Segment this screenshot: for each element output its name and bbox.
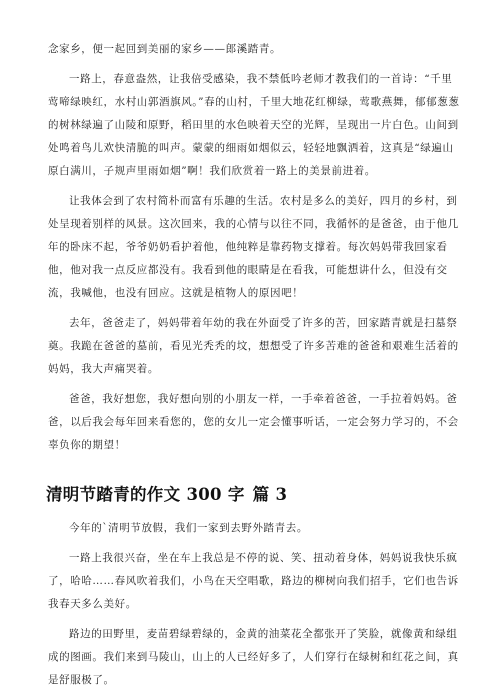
heading-section-number: 篇 3: [252, 485, 288, 504]
paragraph-miss-father: 爸爸，我好想您，我好想向别的小朋友一样，一手牵着爸爸，一手拉着妈妈。爸爸，以后我会每年回来看您的，您的女儿一定会懂事听话，一定会努力学习的，不会辜负你的期望！: [48, 393, 459, 451]
paragraph-village-life: 让我体会到了农村简朴而富有乐趣的生活。农村是多么的美好，四月的乡村，到处呈现着别样的风景。这次回来，我的心情与以往不同，我循怀的是爸爸，由于他几年的卧床不起，爷爷奶奶看护着他，他纯粹是靠药物支撑着。每次妈妈带我回家看他，他对我一点反应都没有。我看到他的眼睛是在看我，可能想讲什么，但没有交流，我喊他，也没有回应。这就是植物人的原因吧！: [48, 195, 459, 299]
paragraph-continued: 念家乡，便一起回到美丽的家乡——郎溪踏青。: [48, 43, 282, 55]
heading-title: 清明节踏青的作文 300 字: [46, 485, 245, 504]
section-heading: [46, 482, 460, 508]
paragraph-holiday: 今年的`清明节放假，我们一家到去野外踏青去。: [69, 522, 308, 534]
paragraph-spring-journey: 一路上，春意盎然，让我倍受感染，我不禁低吟老师才教我们的一首诗：“千里莺啼绿映红，水村山郭酒旗风。”春的山村，千里大地花红柳绿，莺歌燕舞，郁郁葱葱的树林绿遍了山陵和原野，稻田里的水色映着天空的光辉，呈现出一片白色。山间到处鸣着鸟儿欢快清脆的叫声。蒙蒙的细雨如烟似云，轻轻地飘洒着，这真是“绿遍山原白满川，子规声里雨如烟”啊！我们欣赏着一路上的美景前进着。: [48, 73, 460, 177]
paragraph-on-the-road: 一路上我很兴奋，坐在车上我总是不停的说、笑、扭动着身体，妈妈说我快乐疯了，哈哈……春风吹着我们，小鸟在天空唱歌，路边的柳树向我们招手，它们也告诉我春天多么美好。: [48, 552, 459, 610]
paragraph-fields: 路边的田野里，麦苗碧绿碧绿的，金黄的油菜花全都张开了笑脸，就像黄和绿组成的图画。我们来到马陵山，山上的人已经好多了，人们穿行在绿树和红花之间，真是舒服极了。: [48, 628, 459, 686]
paragraph-tomb-visit: 去年，爸爸走了，妈妈带着年幼的我在外面受了许多的苦，回家踏青就是扫墓祭奠。我跪在爸爸的墓前，看见光秃秃的坟，想想受了许多苦难的爸爸和艰难生活着的妈妈，我大声痛哭着。: [48, 317, 459, 375]
